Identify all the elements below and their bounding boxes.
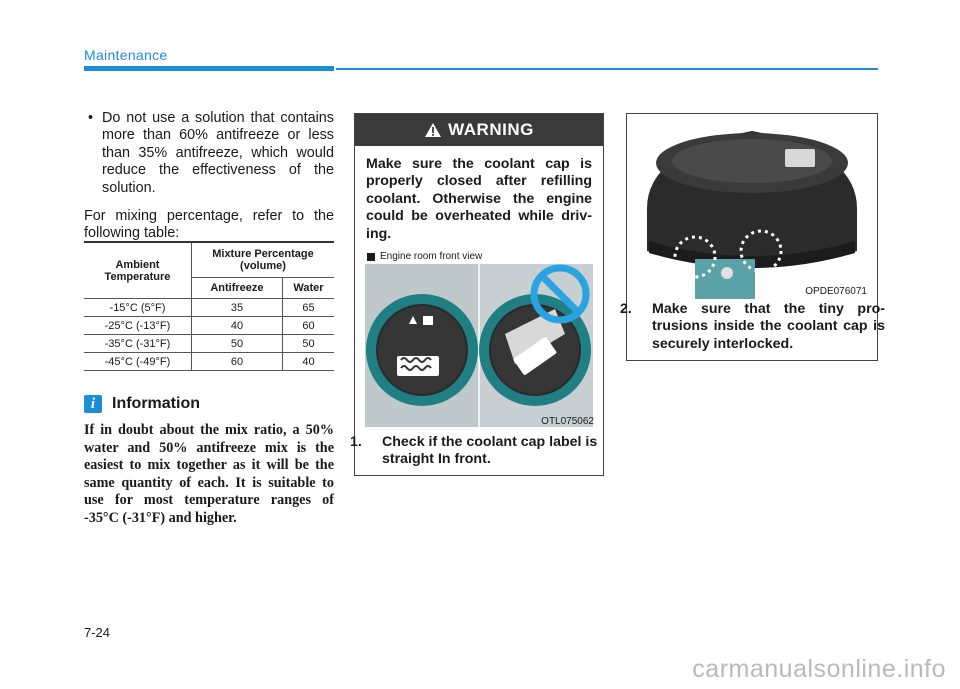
cell-temp: -35°C (-31°F)	[84, 335, 191, 353]
bullet-text: Do not use a solution that contains more than 60% antifreeze or less than 35% antifreeze, which would reduce the effectiveness of the solution.	[102, 110, 334, 196]
step-2-number: 2.	[620, 301, 632, 317]
cell-water: 65	[282, 299, 334, 317]
step-1	[350, 434, 612, 469]
photo-caption-text: Engine room front view	[380, 251, 483, 262]
bullet-item	[84, 110, 334, 197]
step-1-number: 1.	[350, 434, 362, 450]
mixture-table	[84, 241, 334, 371]
step-2-text: Make sure that the tiny pro-trusions inside the coolant cap is securely interlocked.	[652, 301, 885, 352]
cell-temp: -45°C (-49°F)	[84, 353, 191, 371]
cell-water: 50	[282, 335, 334, 353]
cell-water: 60	[282, 317, 334, 335]
col-header-temperature: Ambient Temperature	[84, 242, 191, 299]
header-rule-thin	[336, 68, 878, 70]
cell-antifreeze: 35	[191, 299, 282, 317]
coolant-cap-photo	[365, 264, 593, 427]
bullet-dot: •	[88, 110, 94, 126]
section-title: Maintenance	[84, 47, 168, 63]
photo-code: OTL075062	[541, 416, 594, 427]
col-header-mixture: Mixture Percentage (volume)	[191, 242, 334, 278]
warning-bar	[355, 114, 603, 146]
step-2	[620, 301, 885, 353]
caption-square-icon	[367, 253, 375, 261]
photo-code: OPDE076071	[805, 286, 867, 297]
information-title: Information	[112, 395, 200, 412]
warning-triangle-icon	[424, 122, 442, 138]
col-header-antifreeze: Antifreeze	[191, 278, 282, 299]
cell-antifreeze: 50	[191, 335, 282, 353]
warning-box	[350, 113, 604, 476]
left-column	[84, 110, 334, 243]
col-header-water: Water	[282, 278, 334, 299]
cell-temp: -15°C (5°F)	[84, 299, 191, 317]
table-intro: For mixing percentage, refer to the following table:	[84, 208, 334, 242]
cell-antifreeze: 60	[191, 353, 282, 371]
photo-caption	[367, 251, 482, 262]
cap-detail-box	[620, 113, 885, 361]
table-row	[84, 299, 334, 317]
page-number: 7-24	[84, 625, 111, 640]
header-rule-thick	[84, 66, 334, 71]
cell-water: 40	[282, 353, 334, 371]
cell-temp: -25°C (-13°F)	[84, 317, 191, 335]
table-row	[84, 353, 334, 371]
info-icon: i	[84, 395, 102, 413]
cell-antifreeze: 40	[191, 317, 282, 335]
warning-title: WARNING	[448, 120, 534, 139]
cap-protrusion-photo	[635, 121, 869, 299]
step-1-text: Check if the coolant cap label is straight In front.	[382, 434, 598, 468]
table-row	[84, 317, 334, 335]
information-body: If in doubt about the mix ratio, a 50% water and 50% antifreeze mix is the easiest to mix together as it will be the same quantity of each. It is suitable to use for most temperature ranges of -35°C (-31°F) and higher.	[84, 422, 334, 526]
table-row	[84, 335, 334, 353]
warning-text: Make sure the coolant cap is properly closed after refilling coolant. Otherwise the engine could be overheated while driv-ing.	[366, 156, 592, 242]
watermark: carmanualsonline.info	[692, 655, 946, 683]
information-heading	[84, 395, 200, 413]
